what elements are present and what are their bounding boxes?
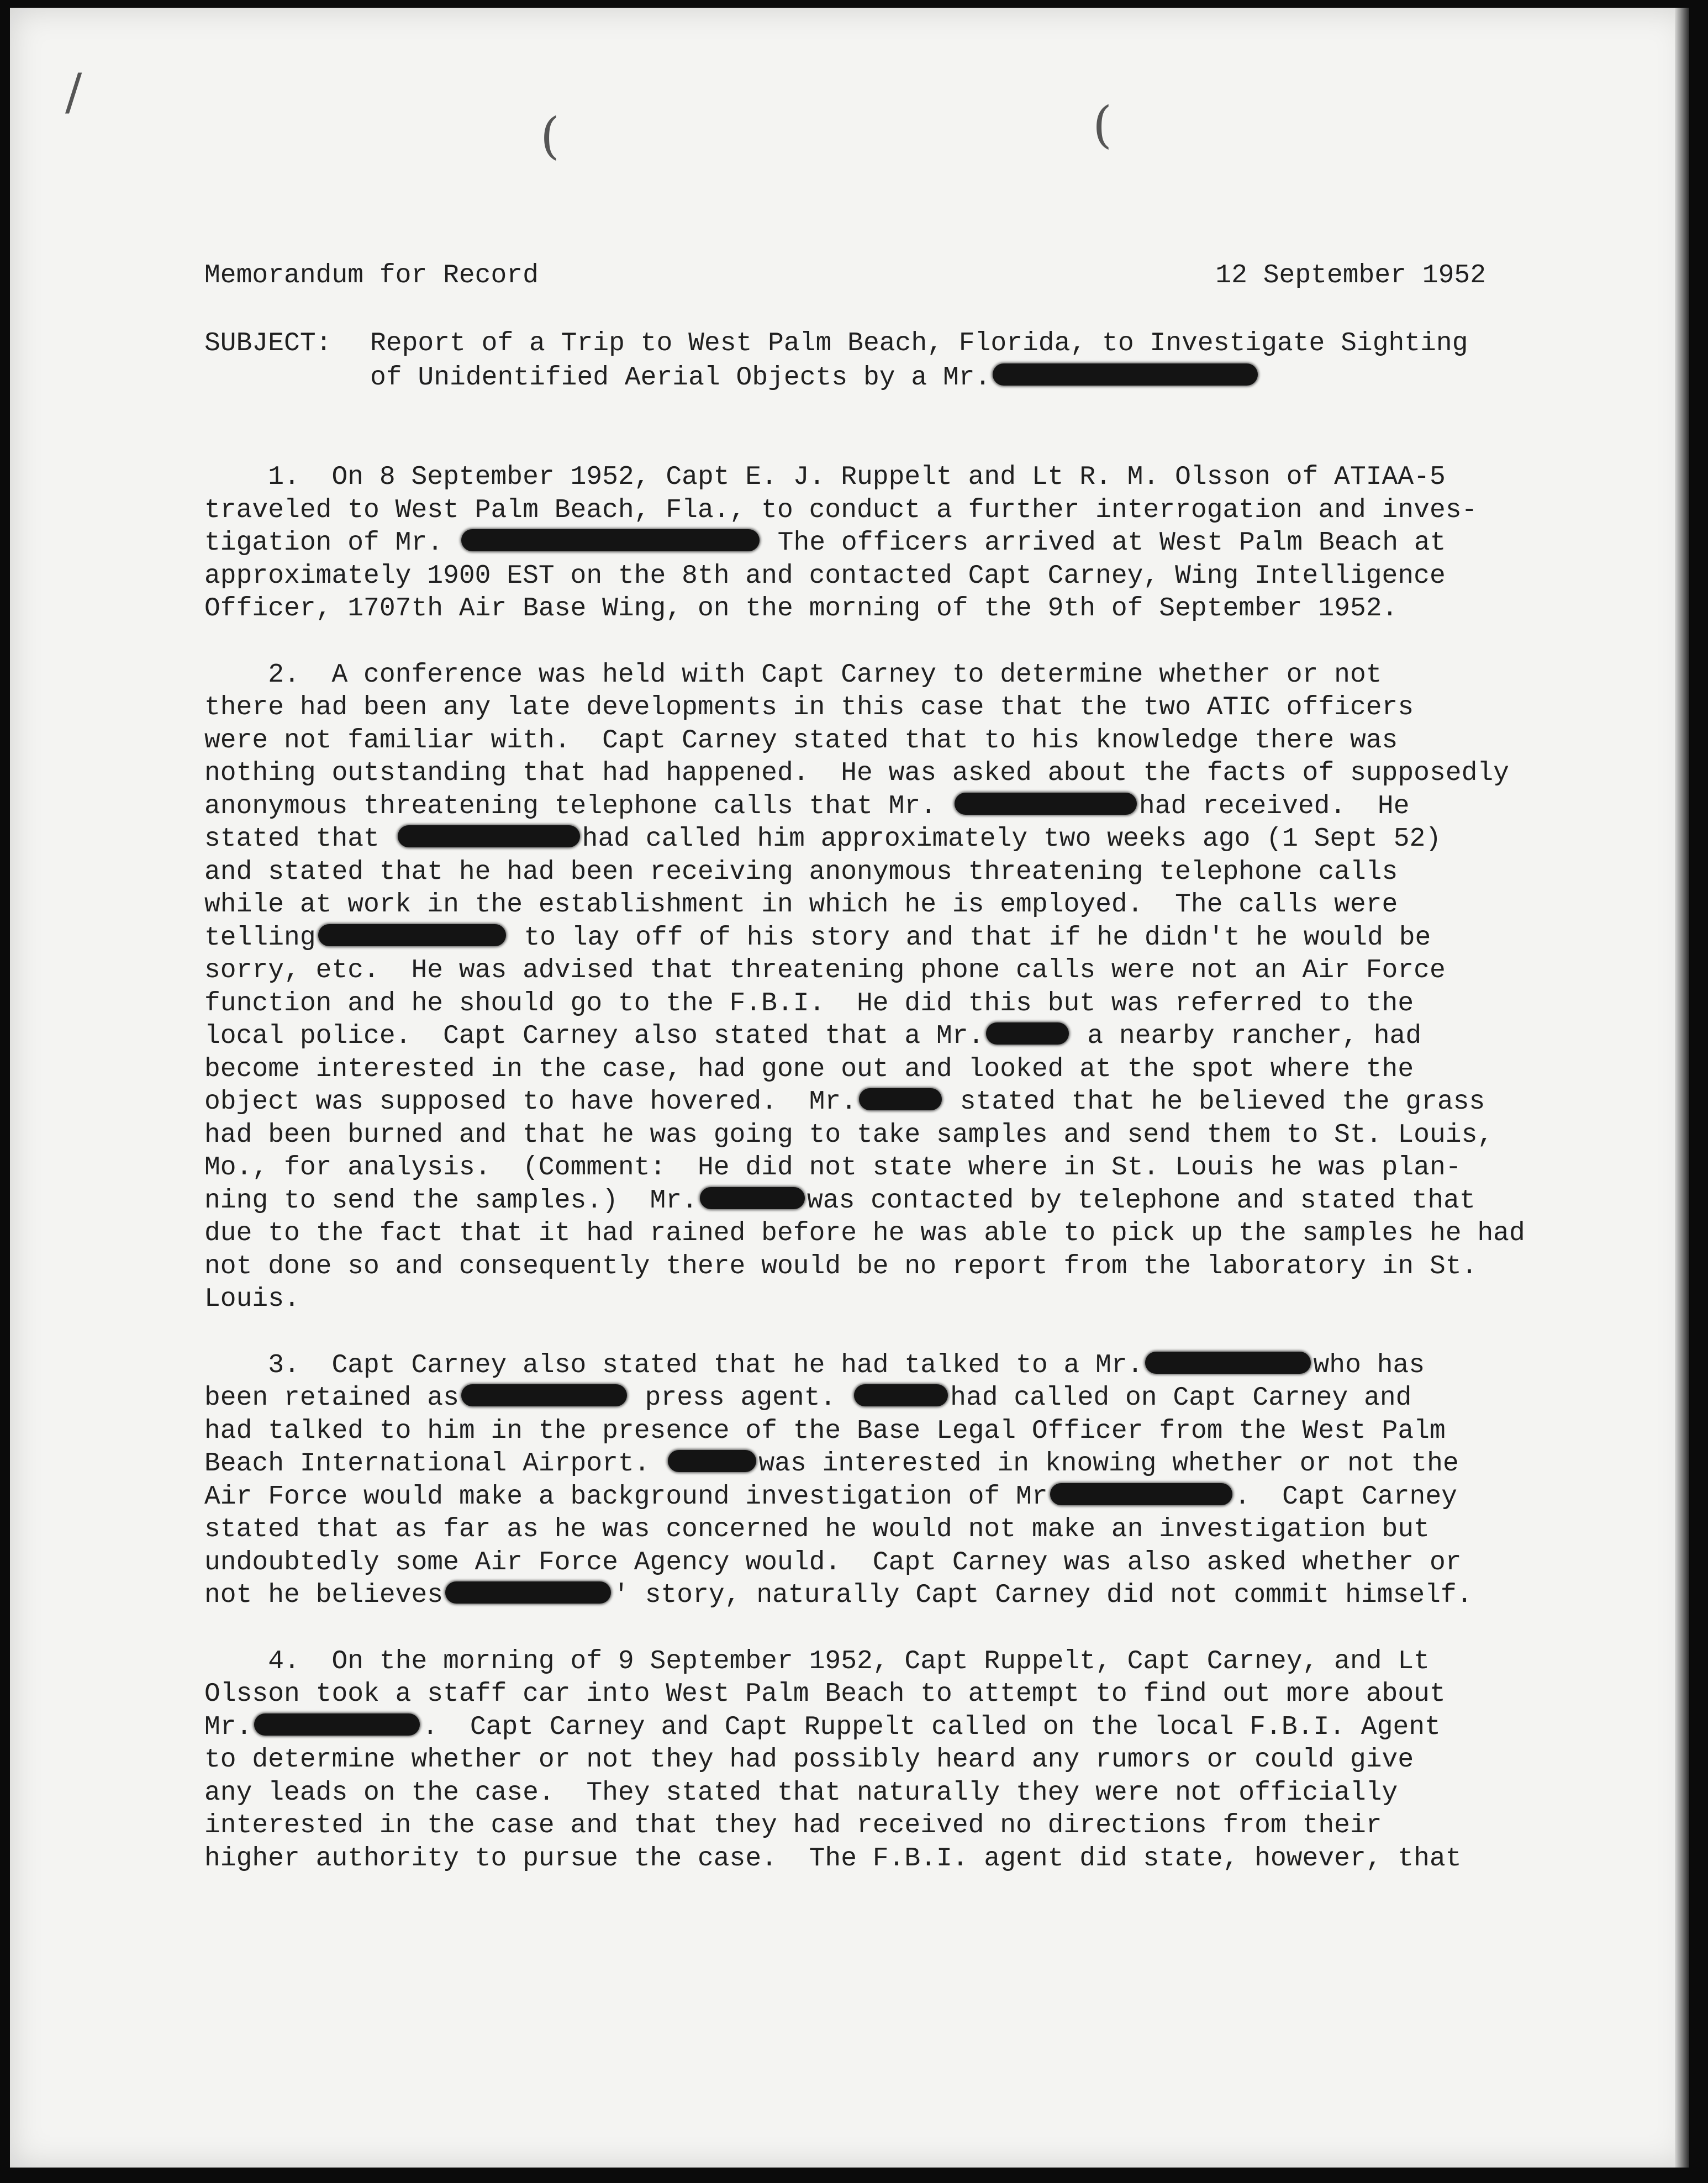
redaction-mark xyxy=(254,1713,420,1736)
text-segment: to lay off of his story and that if he didn't he would be xyxy=(508,922,1431,953)
text-line xyxy=(204,1809,1619,1842)
text-segment: were not familiar with. Capt Carney stated that to his knowledge there was xyxy=(204,725,1398,756)
text-line xyxy=(204,1743,1619,1776)
text-segment: local police. Capt Carney also stated that a Mr. xyxy=(204,1021,984,1051)
text-line xyxy=(204,888,1619,921)
text-line xyxy=(204,526,1619,560)
text-segment: who has xyxy=(1313,1350,1425,1380)
text-segment: Louis. xyxy=(204,1284,300,1314)
text-line xyxy=(204,856,1619,889)
text-segment: The officers arrived at West Palm Beach at xyxy=(761,528,1446,558)
text-segment: Olsson took a staff car into West Palm Beach to attempt to find out more about xyxy=(204,1679,1446,1709)
text-segment: higher authority to pursue the case. The F.B.I. agent did state, however, that xyxy=(204,1843,1462,1874)
text-line xyxy=(204,724,1619,757)
document-page xyxy=(10,8,1689,2168)
text-segment: press agent. xyxy=(629,1383,852,1413)
text-segment: ' story, naturally Capt Carney did not commit himself. xyxy=(613,1580,1473,1610)
text-segment: was interested in knowing whether or not the xyxy=(758,1449,1459,1479)
text-segment: any leads on the case. They stated that naturally they were not officially xyxy=(204,1778,1398,1808)
text-line xyxy=(204,954,1619,987)
text-segment: due to the fact that it had rained before he was able to pick up the samples he had xyxy=(204,1219,1525,1248)
redaction-mark xyxy=(700,1187,805,1209)
redaction-mark xyxy=(461,1384,627,1406)
text-line xyxy=(204,1447,1619,1480)
text-line xyxy=(204,560,1619,593)
text-line xyxy=(204,790,1619,823)
text-segment: and stated that he had been receiving anonymous threatening telephone calls xyxy=(204,857,1398,887)
paragraph-2 xyxy=(204,658,1619,1316)
text-segment: Mo., for analysis. (Comment: He did not state where in St. Louis he was plan- xyxy=(204,1153,1462,1183)
text-segment: not he believes xyxy=(204,1580,444,1610)
text-line xyxy=(204,1711,1619,1744)
text-segment: . Capt Carney and Capt Ruppelt called on the local F.B.I. Agent xyxy=(422,1712,1441,1742)
text-line xyxy=(204,658,1619,692)
redaction-mark xyxy=(1050,1483,1232,1505)
text-line xyxy=(204,1776,1619,1810)
text-segment: tigation of Mr. xyxy=(204,528,459,558)
memo-title: Memorandum for Record xyxy=(204,261,539,291)
text-segment: been retained as xyxy=(204,1383,459,1413)
text-segment: to determine whether or not they had possibly heard any rumors or could give xyxy=(204,1745,1414,1775)
memo-document xyxy=(10,8,1689,2168)
text-segment: had been burned and that he was going to take samples and send them to St. Louis, xyxy=(204,1120,1494,1150)
text-line xyxy=(204,1020,1619,1053)
redaction-mark xyxy=(854,1384,948,1406)
text-segment: . Capt Carney xyxy=(1234,1481,1457,1512)
text-line xyxy=(204,1579,1619,1612)
text-line xyxy=(204,1349,1619,1382)
redaction-mark xyxy=(859,1088,942,1110)
text-line xyxy=(204,921,1619,955)
text-line xyxy=(204,757,1619,790)
text-line xyxy=(204,1151,1619,1184)
text-segment: stated that xyxy=(204,824,396,854)
stray-mark: ( xyxy=(1093,96,1113,154)
memo-date: 12 September 1952 xyxy=(1215,261,1486,291)
text-segment: telling xyxy=(204,922,316,953)
text-line xyxy=(204,1184,1619,1217)
redaction-mark xyxy=(993,363,1258,386)
text-line xyxy=(204,1085,1619,1119)
text-line xyxy=(204,461,1619,494)
text-line xyxy=(204,1842,1619,1875)
text-segment: not done so and consequently there would be no report from the laboratory in St. xyxy=(204,1251,1478,1282)
text-segment: become interested in the case, had gone out and looked at the spot where the xyxy=(204,1054,1414,1084)
text-segment: interested in the case and that they had received no directions from their xyxy=(204,1811,1382,1841)
text-line xyxy=(204,1283,1619,1316)
paragraph-4 xyxy=(204,1645,1619,1875)
text-line xyxy=(204,1678,1619,1711)
text-line xyxy=(204,1645,1619,1678)
redaction-mark xyxy=(668,1450,756,1472)
text-segment: Mr. xyxy=(204,1712,252,1742)
text-segment: 4. On the morning of 9 September 1952, Capt Ruppelt, Capt Carney, and Lt xyxy=(204,1646,1430,1676)
text-segment: Air Force would make a background investigation of Mr xyxy=(204,1481,1048,1512)
paragraph-3 xyxy=(204,1349,1619,1612)
text-segment: object was supposed to have hovered. Mr. xyxy=(204,1087,857,1117)
text-line xyxy=(204,592,1619,625)
stray-mark: / xyxy=(65,63,82,121)
text-segment: undoubtedly some Air Force Agency would. Capt Carney was also asked whether or xyxy=(204,1547,1462,1578)
text-segment: 3. Capt Carney also stated that he had talked to a Mr. xyxy=(204,1350,1143,1380)
text-segment: nothing outstanding that had happened. He was asked about the facts of supposedly xyxy=(204,758,1509,788)
subject-block xyxy=(204,327,1574,396)
text-segment: a nearby rancher, had xyxy=(1071,1021,1422,1051)
text-line xyxy=(204,1546,1619,1579)
text-segment: anonymous threatening telephone calls that Mr. xyxy=(204,791,952,821)
text-segment: 2. A conference was held with Capt Carney to determine whether or not xyxy=(204,660,1382,690)
text-segment: sorry, etc. He was advised that threatening phone calls were not an Air Force xyxy=(204,956,1446,985)
subject-label: SUBJECT: xyxy=(204,329,332,358)
memo-body xyxy=(204,461,1619,1908)
text-segment: stated that as far as he was concerned he would not make an investigation but xyxy=(204,1515,1430,1544)
redaction-mark xyxy=(955,793,1137,815)
redaction-mark xyxy=(1145,1352,1311,1374)
memo-header xyxy=(204,259,1486,292)
text-line xyxy=(204,691,1619,724)
redaction-mark xyxy=(445,1581,611,1604)
text-segment: function and he should go to the F.B.I. He did this but was referred to the xyxy=(204,988,1414,1019)
paragraph-1 xyxy=(204,461,1619,625)
text-line xyxy=(204,1415,1619,1448)
text-segment: was contacted by telephone and stated that xyxy=(806,1185,1475,1216)
text-line xyxy=(204,822,1619,856)
redaction-mark xyxy=(318,924,506,946)
text-segment: had called on Capt Carney and xyxy=(950,1383,1412,1413)
text-line xyxy=(204,1053,1619,1086)
text-segment: while at work in the establishment in which he is employed. The calls were xyxy=(204,890,1398,920)
text-line xyxy=(204,1217,1619,1250)
text-segment: stated that he believed the grass xyxy=(944,1087,1485,1117)
text-segment: had received. He xyxy=(1138,791,1410,821)
text-segment: traveled to West Palm Beach, Fla., to conduct a further interrogation and inves- xyxy=(204,495,1478,525)
subject-line: of Unidentified Aerial Objects by a Mr. xyxy=(370,363,991,393)
text-segment: had called him approximately two weeks ago (1 Sept 52) xyxy=(582,824,1442,854)
text-line xyxy=(204,987,1619,1020)
redaction-mark xyxy=(986,1022,1069,1045)
stray-mark: ( xyxy=(540,107,560,165)
text-segment: ning to send the samples.) Mr. xyxy=(204,1185,698,1216)
text-segment: there had been any late developments in this case that the two ATIC officers xyxy=(204,693,1414,723)
text-segment: Beach International Airport. xyxy=(204,1449,666,1479)
redaction-mark xyxy=(398,825,580,847)
text-line xyxy=(204,1381,1619,1415)
subject-line: Report of a Trip to West Palm Beach, Florida, to Investigate Sighting xyxy=(370,329,1468,358)
redaction-mark xyxy=(461,529,760,551)
text-line xyxy=(204,494,1619,527)
text-segment: approximately 1900 EST on the 8th and contacted Capt Carney, Wing Intelligence xyxy=(204,561,1446,591)
text-line xyxy=(204,1480,1619,1514)
text-line xyxy=(204,1250,1619,1283)
text-segment: had talked to him in the presence of the Base Legal Officer from the West Palm xyxy=(204,1416,1446,1446)
text-segment: Officer, 1707th Air Base Wing, on the morning of the 9th of September 1952. xyxy=(204,594,1398,624)
text-line xyxy=(204,1119,1619,1152)
text-segment: 1. On 8 September 1952, Capt E. J. Ruppelt and Lt R. M. Olsson of ATIAA-5 xyxy=(204,462,1446,492)
text-line xyxy=(204,1513,1619,1546)
